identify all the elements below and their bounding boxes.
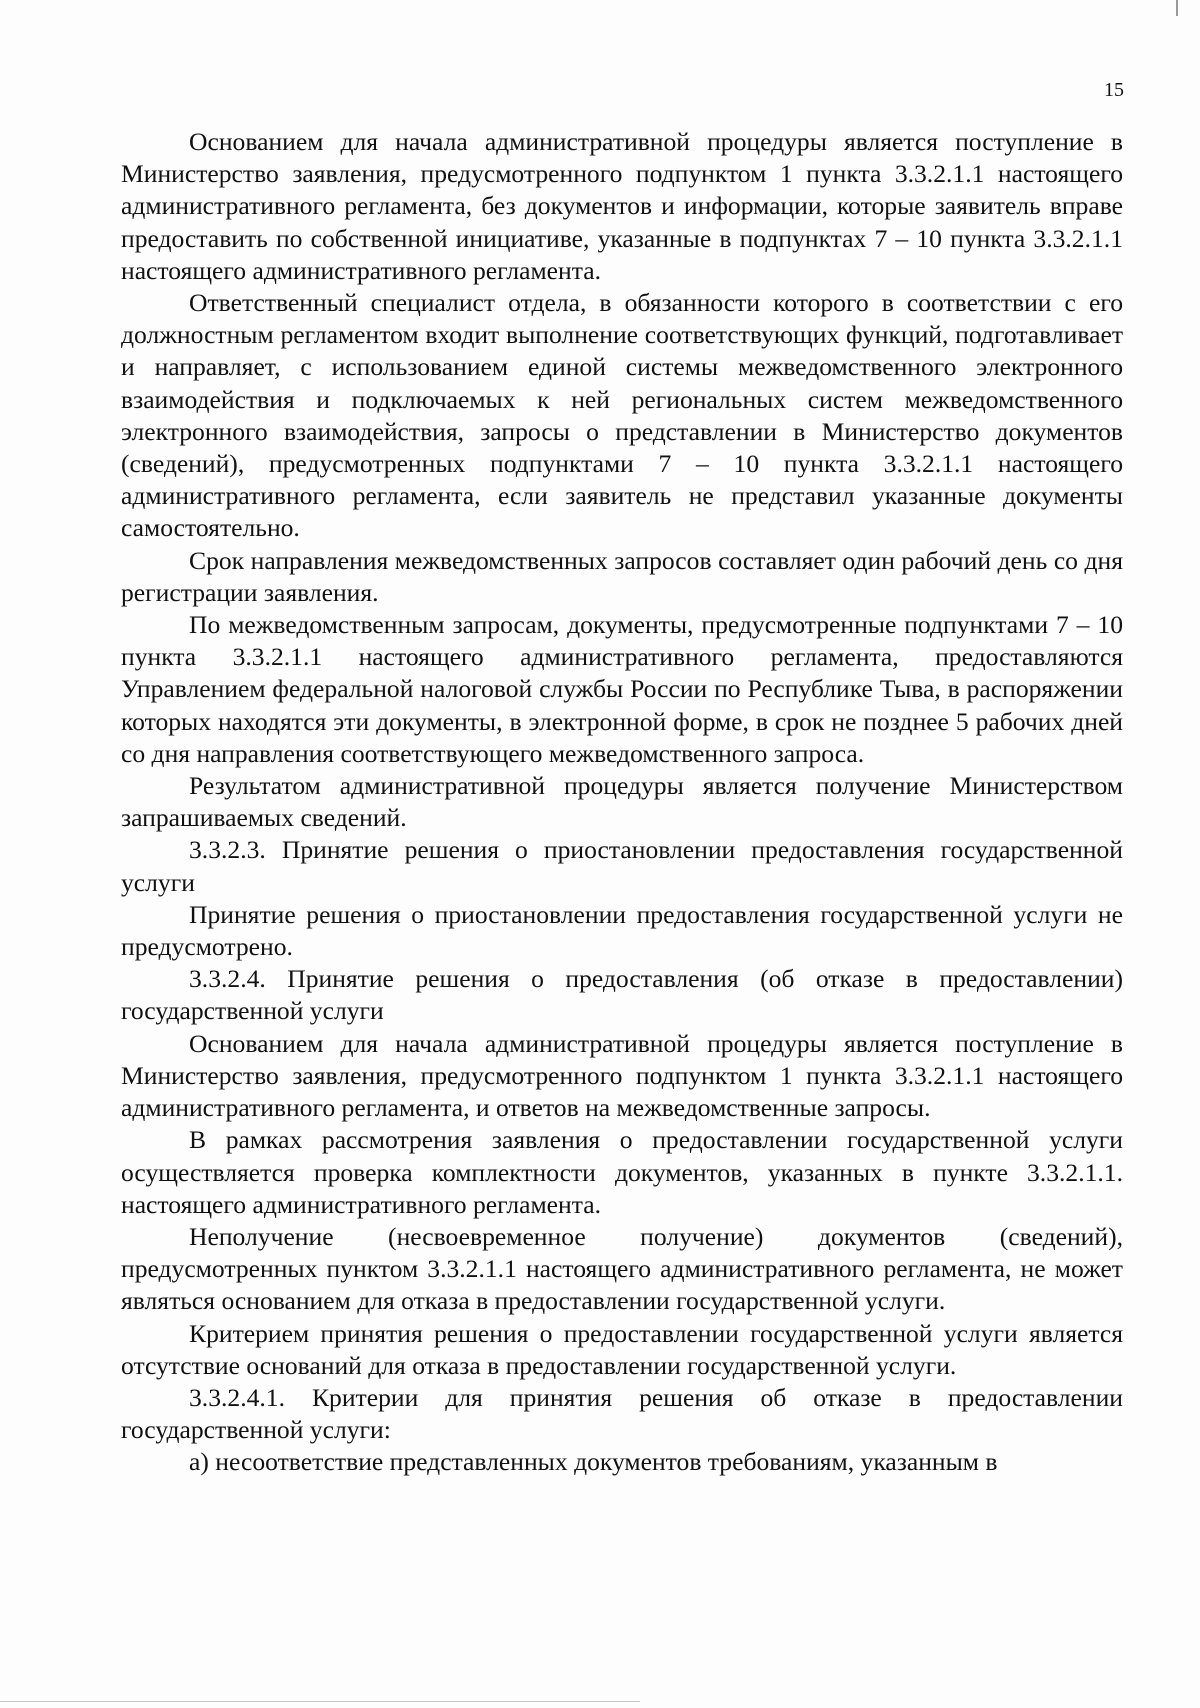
paragraph-request-deadline: Срок направления межведомственных запросов составляет один рабочий день со дня регистрации заявления. (121, 545, 1123, 607)
section-heading-3-3-2-4-1: 3.3.2.4.1. Критерии для принятия решения об отказе в предоставлении государственной услуги: (121, 1382, 1123, 1445)
paragraph-decision-basis: Основанием для начала административной процедуры является поступление в Министерство заявления, предусмотренного подпунктом 1 пункта 3.3.2.1.1 настоящего административного регламента, и ответов на межведомственные запросы. (121, 1028, 1123, 1123)
paragraph-completeness-check: В рамках рассмотрения заявления о предоставлении государственной услуги осуществляется проверка комплектности документов, указанных в пункте 3.3.2.1.1. настоящего административного регламента. (121, 1125, 1123, 1219)
paragraph-responsible-specialist: Ответственный специалист отдела, в обязанности которого в соответствии с его должностным регламентом входит выполнение соответствующих функций, подготавливает и направляет, с использованием единой системы межведомственного электронного взаимодействия и подключаемых к ней региональных систем межведомственного электронного взаимодействия, запросы о представлении в Министерство документов (сведений), предусмотренных подпунктами 7 – 10 пункта 3.3.2.1.1 настоящего административного регламента, если заявитель не представил указанные документы самостоятельно. (121, 288, 1123, 543)
paragraph-procedure-basis: Основанием для начала административной процедуры является поступление в Министерство заявления, предусмотренного подпунктом 1 пункта 3.3.2.1.1 настоящего административного регламента, без документов и информации, которые заявитель вправе предоставить по собственной инициативе, указанные в подпунктах 7 – 10 пункта 3.3.2.1.1 настоящего административного регламента. (121, 127, 1123, 285)
scan-bottom-rule (0, 1701, 640, 1702)
scan-edge-mark (1176, 0, 1178, 16)
section-heading-3-3-2-4: 3.3.2.4. Принятие решения о предоставления (об отказе в предоставлении) государственной услуги (121, 964, 1123, 1026)
paragraph-decision-criterion: Критерием принятия решения о предоставлении государственной услуги является отсутствие оснований для отказа в предоставлении государственной услуги. (121, 1318, 1123, 1380)
paragraph-non-receipt: Неполучение (несвоевременное получение) документов (сведений), предусмотренных пунктом 3.3.2.1.1 настоящего административного регламента, не может являться основанием для отказа в предоставлении государственной услуги. (121, 1221, 1123, 1316)
paragraph-interagency-documents: По межведомственным запросам, документы, предусмотренные подпунктами 7 – 10 пункта 3.3.2.1.1 настоящего административного регламента, предоставляются Управлением федеральной налоговой службы России по Республике Тыва, в распоряжении которых находятся эти документы, в электронной форме, в срок не позднее 5 рабочих дней со дня направления соответствующего межведомственного запроса. (121, 610, 1123, 768)
list-item-a: а) несоответствие представленных документов требованиям, указанным в (189, 1447, 998, 1477)
paragraph-suspension-not-provided: Принятие решения о приостановлении предоставления государственной услуги не предусмотрено. (121, 899, 1123, 962)
paragraph-procedure-result: Результатом административной процедуры является получение Министерством запрашиваемых сведений. (121, 771, 1123, 833)
page-number: 15 (1104, 79, 1124, 101)
document-body (121, 126, 1123, 1479)
section-heading-3-3-2-3: 3.3.2.3. Принятие решения о приостановлении предоставления государственной услуги (121, 835, 1123, 897)
